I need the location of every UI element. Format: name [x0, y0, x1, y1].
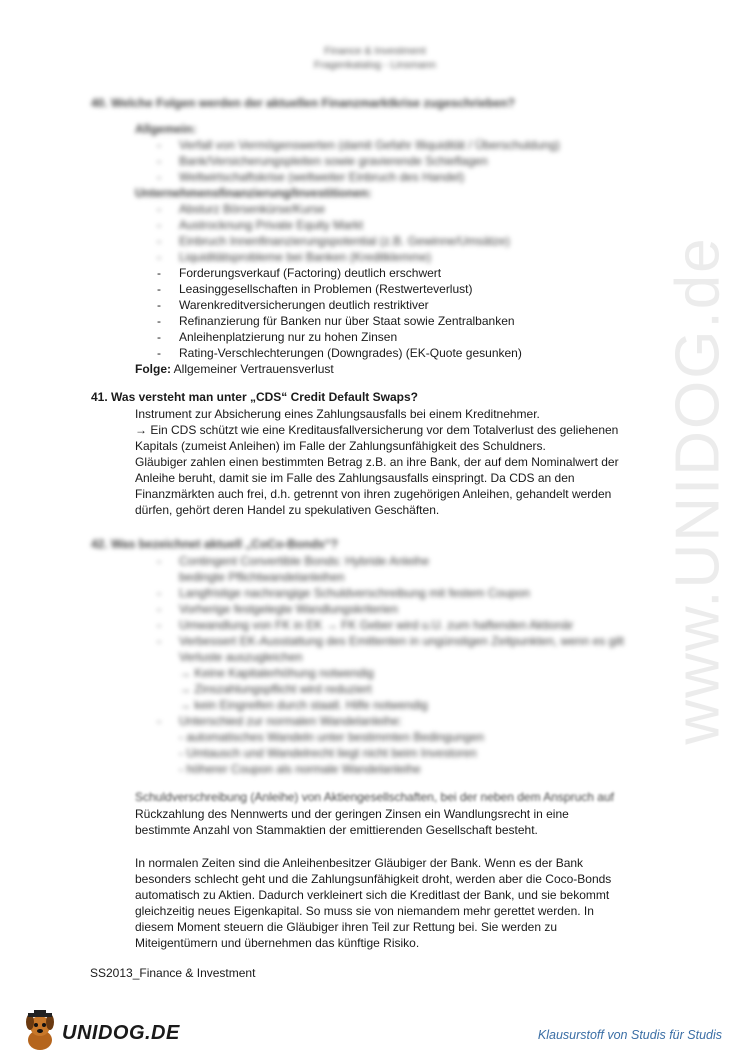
bullet-marker: -	[157, 330, 161, 344]
list-item: Langfristige nachrangige Schuldverschreibung mit festem Coupon	[179, 586, 530, 600]
dog-mascot-icon	[20, 1010, 60, 1054]
bullet-marker: -	[157, 282, 161, 296]
list-item: Forderungsverkauf (Factoring) deutlich erschwert	[179, 266, 442, 280]
list-item: Warenkreditversicherungen deutlich restriktiver	[179, 298, 429, 312]
section-heading-allgemein: Allgemein:	[135, 122, 197, 136]
list-item-continuation: - automatisches Wandeln unter bestimmten Bedingungen	[179, 730, 485, 744]
answer-line: Miteigentümern und übernehmen das künftige Risiko.	[135, 936, 420, 950]
answer-line: Gläubiger zahlen einen bestimmten Betrag z.B. an ihre Bank, der auf dem Nominalwert der	[135, 455, 619, 469]
folge-label: Folge:	[135, 362, 171, 376]
bullet-marker: -	[157, 138, 161, 152]
list-item: Liquiditätsprobleme bei Banken (Kreditklemme)	[179, 250, 432, 264]
question-42-title: 42. Was bezeichnet aktuell „CoCo-Bonds“?	[91, 537, 338, 551]
list-item-continuation: - Umtausch und Wandelrecht liegt nicht beim Investoren	[179, 746, 477, 760]
logo-text: UNIDOG.DE	[62, 1022, 180, 1044]
answer-line: Finanzmärkten auch frei, d.h. getrennt von ihren zugehörigen Anleihen, gehandelt werden	[135, 487, 612, 501]
answer-line: gleichzeitig neues Eigenkapital. So muss sie von niemandem mehr gerettet werden. In	[135, 904, 594, 918]
watermark-text: www.UNIDOG.de	[663, 235, 733, 745]
question-41-title: 41. Was versteht man unter „CDS“ Credit Default Swaps?	[91, 390, 418, 404]
list-item: Leasinggesellschaften in Problemen (Restwerteverlust)	[179, 282, 473, 296]
bullet-marker: -	[157, 154, 161, 168]
list-item: Einbruch Innenfinanzierungspotential (z.B. Gewinne/Umsätze)	[179, 234, 510, 248]
bullet-marker: -	[157, 618, 161, 632]
list-item: Umwandlung von FK in EK → FK Geber wird u.U. zum haftenden Aktionär	[179, 618, 574, 632]
answer-line: diesem Moment steuern die Gläubiger ihren Teil zur Rettung bei. Sie werden zu	[135, 920, 558, 934]
list-item-continuation: → Zinszahlungspflicht wird reduziert	[179, 682, 372, 696]
answer-line: besonders schlecht geht und die Zahlungsunfähigkeit droht, werden aber die Coco-Bonds	[135, 872, 612, 886]
list-item: Austrocknung Private Equity Markt	[179, 218, 364, 232]
list-item: Weltwirtschaftskrise (weltweiter Einbruch des Handel)	[179, 170, 465, 184]
bullet-marker: -	[157, 298, 161, 312]
list-item: Rating-Verschlechterungen (Downgrades) (EK-Quote gesunken)	[179, 346, 522, 360]
list-item: Verfall von Vermögenswerten (damit Gefahr Illiquidität / Überschuldung)	[179, 138, 560, 152]
unidog-logo	[20, 1010, 180, 1054]
list-item-continuation: bedingte Pflichtwandelanleihen	[179, 570, 345, 584]
answer-line: In normalen Zeiten sind die Anleihenbesitzer Gläubiger der Bank. Wenn es der Bank	[135, 856, 584, 870]
list-item-continuation: - höherer Coupon als normale Wandelanleihe	[179, 762, 421, 776]
bullet-marker: -	[157, 346, 161, 360]
header-subtitle: Fragenkatalog - Linsmann	[314, 59, 436, 71]
answer-line: bestimmte Anzahl von Stammaktien der emittierenden Gesellschaft besteht.	[135, 823, 538, 837]
header-title: Finance & Investment	[324, 45, 426, 57]
answer-line: Instrument zur Absicherung eines Zahlungsausfalls bei einem Kreditnehmer.	[135, 407, 540, 421]
footer-semester: SS2013_Finance & Investment	[90, 966, 256, 980]
bullet-marker: -	[157, 266, 161, 280]
list-item: Verbessert EK-Ausstattung des Emittenten in ungünstigen Zeitpunkten, wenn es gilt	[179, 634, 624, 648]
bullet-marker: -	[157, 202, 161, 216]
section-heading-unternehmen: Unternehmensfinanzierung/Investitionen:	[135, 186, 372, 200]
list-item: Absturz Börsenkürse/Kurse	[179, 202, 326, 216]
answer-line: automatisch zu Aktien. Dadurch verkleinert sich die Kreditlast der Bank, und sie bekommt	[135, 888, 610, 902]
list-item: Anleihenplatzierung nur zu hohen Zinsen	[179, 330, 398, 344]
bullet-marker: -	[157, 714, 161, 728]
answer-line: Kapitals (zumeist Anleihen) im Falle der Zahlungsunfähigkeit des Schuldners.	[135, 439, 546, 453]
list-item-continuation: → Keine Kapitalerhöhung notwendig	[179, 666, 374, 680]
folge-line	[135, 362, 334, 376]
bullet-marker: -	[157, 234, 161, 248]
answer-line: Rückzahlung des Nennwerts und der geringen Zinsen ein Wandlungsrecht in eine	[135, 807, 569, 821]
bullet-marker: -	[157, 250, 161, 264]
bullet-marker: -	[157, 554, 161, 568]
bullet-marker: -	[157, 218, 161, 232]
list-item: Unterschied zur normalen Wandelanleihe:	[179, 714, 403, 728]
list-item: Contingent Convertible Bonds: Hybride Anleihe	[179, 554, 430, 568]
list-item: Bank/Versicherungspleiten sowie gravierende Schieflagen	[179, 154, 488, 168]
folge-text: Allgemeiner Vertrauensverlust	[171, 362, 334, 376]
partial-blurred-line: Schuldverschreibung (Anleihe) von Aktiengesellschaften, bei der neben dem Anspruch auf	[135, 790, 614, 804]
page-header	[0, 44, 750, 72]
list-item: Refinanzierung für Banken nur über Staat sowie Zentralbanken	[179, 314, 515, 328]
bullet-marker: -	[157, 170, 161, 184]
question-40-title: 40. Welche Folgen werden der aktuellen Finanzmarktkrise zugeschrieben?	[91, 96, 515, 110]
bullet-marker: -	[157, 602, 161, 616]
list-item-continuation: Verluste auszugleichen	[179, 650, 303, 664]
list-item: Vorherige festgelegte Wandlungskriterien	[179, 602, 399, 616]
answer-line: Anleihe beruht, damit sie im Falle des Zahlungsausfalls einspringt. Da CDS an den	[135, 471, 575, 485]
bullet-marker: -	[157, 586, 161, 600]
bullet-marker: -	[157, 634, 161, 648]
watermark	[653, 235, 743, 745]
list-item-continuation: → kein Eingreifen durch staatl. Hilfe notwendig	[179, 698, 428, 712]
answer-line: → Ein CDS schützt wie eine Kreditausfallversicherung vor dem Totalverlust des geliehenen	[135, 423, 619, 437]
answer-line: dürfen, gehört deren Handel zu spekulativen Geschäften.	[135, 503, 440, 517]
footer-slogan: Klausurstoff von Studis für Studis	[537, 1028, 722, 1042]
bullet-marker: -	[157, 314, 161, 328]
